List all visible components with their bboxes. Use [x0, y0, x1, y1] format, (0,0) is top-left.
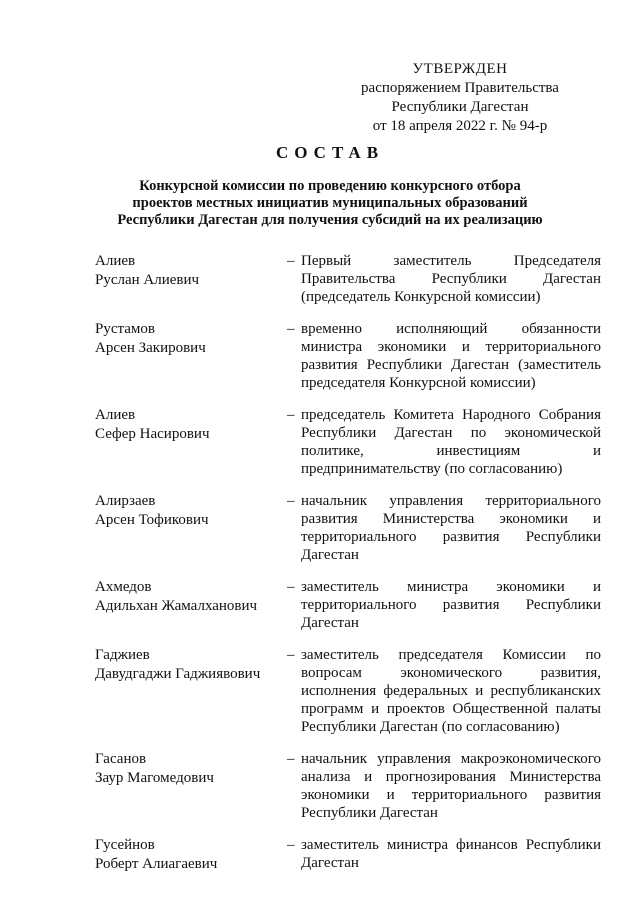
- approval-line-1: распоряжением Правительства: [361, 80, 559, 96]
- member-surname: Алиев: [95, 407, 136, 423]
- member-dash: –: [287, 751, 295, 767]
- member-role: заместитель председателя Комиссии по вопросам экономического развития, исполнения федеральных и республиканских программ и проектов Общественной палаты Республики Дагестан (по согласованию): [301, 647, 601, 735]
- subtitle-line-1: Конкурсной комиссии по проведению конкурсного отбора: [139, 178, 521, 194]
- member-dash: –: [287, 579, 295, 595]
- member-given-name: Роберт Алиагаевич: [95, 856, 218, 872]
- member-role: председатель Комитета Народного Собрания Республики Дагестан по экономической политике, инвестициям и предпринимательству (по согласованию): [301, 407, 601, 477]
- member-given-name: Адильхан Жамалханович: [95, 598, 258, 614]
- member-row: [0, 252, 640, 306]
- member-row: [0, 320, 640, 392]
- document-subtitle: [80, 178, 580, 229]
- member-dash: –: [287, 321, 295, 337]
- member-role: начальник управления макроэкономического анализа и прогнозирования Министерства экономики и территориального развития Республики Дагестан: [301, 751, 601, 821]
- member-dash: –: [287, 493, 295, 509]
- member-dash: –: [287, 407, 295, 423]
- approval-line-3: от 18 апреля 2022 г. № 94-р: [372, 118, 548, 134]
- member-surname: Гаджиев: [95, 647, 150, 663]
- member-given-name: Руслан Алиевич: [95, 272, 200, 288]
- member-row: [0, 646, 640, 736]
- member-name: [0, 646, 285, 736]
- member-dash: –: [287, 837, 295, 853]
- member-given-name: Сефер Насирович: [95, 426, 210, 442]
- member-role: временно исполняющий обязанности министра экономики и территориального развития Республики Дагестан (заместитель председателя Конкурсной комиссии): [301, 321, 601, 391]
- member-surname: Гасанов: [95, 751, 147, 767]
- member-surname: Гусейнов: [95, 837, 155, 853]
- approval-heading: УТВЕРЖДЕН: [412, 61, 508, 77]
- approval-stamp: [360, 60, 560, 136]
- member-row: [0, 406, 640, 478]
- member-surname: Алиев: [95, 253, 136, 269]
- member-given-name: Заур Магомедович: [95, 770, 214, 786]
- members-list: [0, 252, 640, 888]
- member-row: [0, 578, 640, 632]
- member-row: [0, 836, 640, 874]
- member-row: [0, 492, 640, 564]
- approval-line-2: Республики Дагестан: [391, 99, 529, 115]
- member-name: [0, 406, 285, 478]
- member-role: заместитель министра экономики и территориального развития Республики Дагестан: [301, 579, 601, 631]
- member-surname: Рустамов: [95, 321, 155, 337]
- subtitle-line-2: проектов местных инициатив муниципальных образований: [132, 195, 528, 211]
- member-surname: Алирзаев: [95, 493, 156, 509]
- member-name: [0, 750, 285, 822]
- member-name: [0, 252, 285, 306]
- member-name: [0, 836, 285, 874]
- member-role: Первый заместитель Председателя Правительства Республики Дагестан (председатель Конкурсной комиссии): [301, 253, 601, 305]
- member-row: [0, 750, 640, 822]
- document-title: СОСТАВ: [275, 143, 385, 162]
- subtitle-line-3: Республики Дагестан для получения субсидий на их реализацию: [117, 212, 543, 228]
- member-name: [0, 492, 285, 564]
- member-dash: –: [287, 647, 295, 663]
- member-surname: Ахмедов: [95, 579, 152, 595]
- member-role: заместитель министра финансов Республики Дагестан: [301, 837, 601, 871]
- member-given-name: Арсен Закирович: [95, 340, 206, 356]
- member-role: начальник управления территориального развития Министерства экономики и территориального развития Республики Дагестан: [301, 493, 601, 563]
- member-name: [0, 578, 285, 632]
- member-name: [0, 320, 285, 392]
- member-given-name: Давудгаджи Гаджиявович: [95, 666, 261, 682]
- member-dash: –: [287, 253, 295, 269]
- member-given-name: Арсен Тофикович: [95, 512, 209, 528]
